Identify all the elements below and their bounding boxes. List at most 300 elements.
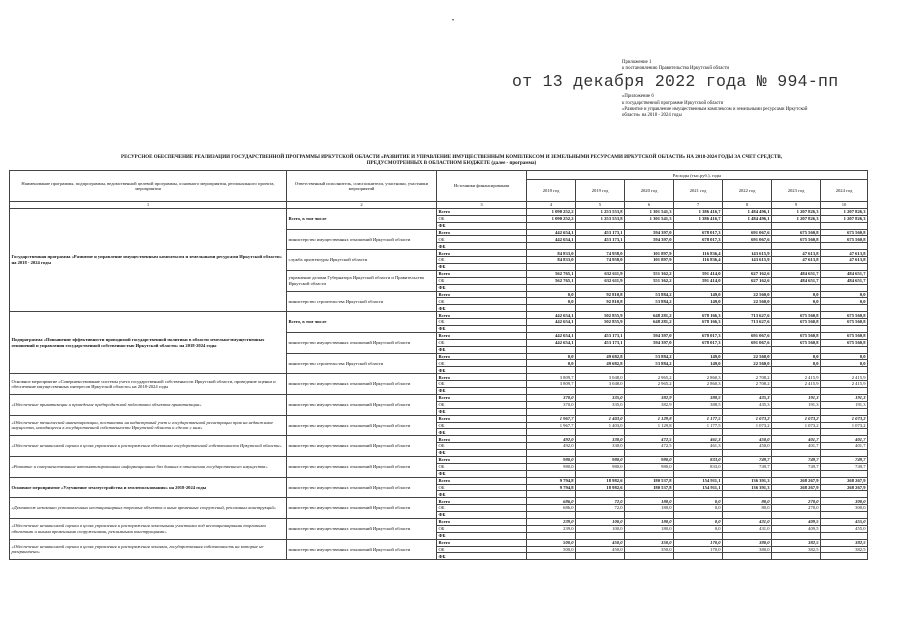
amount-cell: 22 560,0 (723, 360, 772, 367)
amount-cell: 551 362,2 (625, 277, 674, 284)
amount-cell: 401,7 (772, 443, 821, 450)
executor-cell: министерство имущественных отношений Иркутской области (287, 374, 437, 395)
amount-cell: 382,9 (625, 401, 674, 408)
amount-cell (772, 222, 821, 229)
amount-cell (625, 346, 674, 353)
funding-source-cell: ФБ (437, 284, 527, 291)
year-header: 2019 год (576, 180, 625, 202)
amount-cell (625, 450, 674, 457)
amount-cell (674, 532, 723, 539)
amount-cell: 2 415,9 (772, 381, 821, 388)
amount-cell: 401,7 (772, 436, 821, 443)
funding-source-cell: Всего (437, 498, 527, 505)
amount-cell: 143 615,9 (723, 250, 772, 257)
amount-cell (625, 532, 674, 539)
document-title (10, 155, 893, 167)
amount-cell: 453 173,1 (576, 229, 625, 236)
amount-cell (723, 388, 772, 395)
funding-source-cell: ФБ (437, 222, 527, 229)
amount-cell: 453 173,1 (576, 236, 625, 243)
amount-cell: 713 627,6 (723, 312, 772, 319)
table-row (10, 415, 868, 422)
amount-cell: 1 484 496,1 (723, 208, 772, 215)
funding-source-cell: ФБ (437, 470, 527, 477)
amount-cell: 0,0 (674, 525, 723, 532)
program-name-cell: Основное мероприятие «Совершенствование системы учета государственной собственности Иркутской области, проведение оценки и обеспечение имущественных интересов Иркутской области» на 2018-2024 годы (10, 374, 287, 395)
column-number: 10 (821, 202, 868, 209)
funding-source-cell: Всего (437, 270, 527, 277)
amount-cell: 380,0 (723, 539, 772, 546)
amount-cell (527, 408, 576, 415)
amount-cell (527, 222, 576, 229)
amount-cell: 713 627,6 (723, 319, 772, 326)
amount-cell: 0,0 (674, 498, 723, 505)
amount-cell: 594 397,0 (625, 332, 674, 339)
year-header: 2024 год (821, 180, 868, 202)
amount-cell: 268 267,9 (772, 477, 821, 484)
amount-cell: 350,0 (625, 539, 674, 546)
amount-cell: 1 073,2 (821, 422, 868, 429)
amount-cell: 47 613,8 (772, 257, 821, 264)
amount-cell (674, 264, 723, 271)
amount-cell (674, 243, 723, 250)
amount-cell (723, 450, 772, 457)
amount-cell: 442 654,1 (527, 229, 576, 236)
amount-cell (821, 491, 868, 498)
amount-cell: 1 386 416,7 (674, 208, 723, 215)
amount-cell (821, 284, 868, 291)
amount-cell (527, 243, 576, 250)
amount-cell (527, 450, 576, 457)
funding-source-cell: Всего (437, 436, 527, 443)
executor-cell: министерство имущественных отношений Иркутской области (287, 539, 437, 560)
amount-cell: 980,0 (625, 456, 674, 463)
amount-cell: 1 073,2 (772, 422, 821, 429)
amount-cell: 591 414,0 (674, 277, 723, 284)
amount-cell (527, 532, 576, 539)
funding-source-cell: ФБ (437, 553, 527, 560)
funding-source-cell: ФБ (437, 388, 527, 395)
amount-cell: 74 958,0 (576, 257, 625, 264)
amount-cell: 53 884,2 (625, 360, 674, 367)
amount-cell: 180,0 (625, 498, 674, 505)
amount-cell: 300,0 (821, 505, 868, 512)
amount-cell: 268 267,9 (821, 484, 868, 491)
amount-cell: 675 560,8 (821, 339, 868, 346)
amount-cell: 370,0 (527, 401, 576, 408)
amount-cell: 632 611,9 (576, 277, 625, 284)
column-number: 3 (437, 202, 527, 209)
amount-cell (527, 553, 576, 560)
table-row (10, 477, 868, 484)
table-row (10, 394, 868, 401)
funding-source-cell: ОБ (437, 525, 527, 532)
amount-cell: 401,7 (821, 436, 868, 443)
funding-source-cell: ОБ (437, 257, 527, 264)
amount-cell: 562 765,1 (527, 277, 576, 284)
amount-cell: 678 017,3 (674, 339, 723, 346)
amount-cell (527, 305, 576, 312)
amount-cell (821, 450, 868, 457)
amount-cell: 2 415,9 (821, 374, 868, 381)
amount-cell: 409,5 (772, 525, 821, 532)
funding-source-cell: ОБ (437, 463, 527, 470)
amount-cell: 72,0 (576, 505, 625, 512)
executor-cell: министерство имущественных отношений Иркутской области (287, 436, 437, 457)
header-row (10, 171, 868, 180)
title-line: ПРЕДУСМОТРЕННЫХ В ОБЛАСТНОМ БЮДЖЕТЕ (далее - программа) (366, 161, 537, 166)
amount-cell: 370,0 (527, 394, 576, 401)
amount-cell: 0,0 (674, 505, 723, 512)
amount-cell: 980,0 (527, 463, 576, 470)
amount-cell: 0,0 (772, 298, 821, 305)
funding-source-cell: Всего (437, 332, 527, 339)
executor-cell: министерство имущественных отношений Иркутской области (287, 229, 437, 250)
year-header: 2022 год (723, 180, 772, 202)
amount-cell (821, 305, 868, 312)
amount-cell: 180,0 (625, 505, 674, 512)
amount-cell: 350,0 (625, 546, 674, 553)
amount-cell (821, 408, 868, 415)
amount-cell (674, 408, 723, 415)
amount-cell (723, 553, 772, 560)
amount-cell (674, 222, 723, 229)
appendix-line: «Приложение 6 (622, 94, 654, 100)
amount-cell: 268 267,9 (772, 484, 821, 491)
amount-cell (674, 284, 723, 291)
program-name-cell: «Обеспечение независимой оценки в целях управления и распоряжения земельными участками под нестационарными торговыми объектами и иными временными сооружениями, рекламными конструкциями» (10, 518, 287, 539)
funding-source-cell: ОБ (437, 422, 527, 429)
amount-cell (723, 408, 772, 415)
amount-cell (723, 243, 772, 250)
amount-cell (723, 305, 772, 312)
amount-cell (576, 222, 625, 229)
amount-cell: 335,0 (576, 394, 625, 401)
funding-source-cell: ФБ (437, 532, 527, 539)
amount-cell: 551 362,2 (625, 270, 674, 277)
amount-cell (576, 512, 625, 519)
amount-cell: 74 958,0 (576, 250, 625, 257)
amount-cell (723, 470, 772, 477)
funding-source-cell: Всего (437, 518, 527, 525)
amount-cell: 431,0 (723, 518, 772, 525)
amount-cell: 3 048,0 (576, 381, 625, 388)
amount-cell (821, 243, 868, 250)
amount-cell: 492,0 (527, 436, 576, 443)
amount-cell: 2 965,2 (625, 381, 674, 388)
amount-cell: 450,0 (576, 539, 625, 546)
funding-source-cell: ОБ (437, 339, 527, 346)
amount-cell: 116 836,4 (674, 250, 723, 257)
executor-cell: служба архитектуры Иркутской области (287, 250, 437, 271)
amount-cell (723, 367, 772, 374)
amount-cell: 484 651,7 (772, 277, 821, 284)
amount-cell: 1 073,2 (723, 415, 772, 422)
funding-source-cell: Всего (437, 477, 527, 484)
program-name-cell: Подпрограмма «Повышение эффективности проводимой государственной политики в области земельно-имущественных отношений и управления государственной собственностью Иркутской области» на 2018-2024 годы (10, 312, 287, 374)
amount-cell: 170,0 (674, 546, 723, 553)
funding-source-cell: ФБ (437, 264, 527, 271)
table-row (10, 539, 868, 546)
amount-cell: 484 651,7 (772, 270, 821, 277)
amount-cell (576, 553, 625, 560)
amount-cell (527, 326, 576, 333)
amount-cell: 239,0 (527, 518, 576, 525)
amount-cell (772, 388, 821, 395)
amount-cell (723, 264, 772, 271)
funding-source-cell: ОБ (437, 215, 527, 222)
amount-cell (527, 284, 576, 291)
amount-cell: 92 810,8 (576, 298, 625, 305)
amount-cell: 0,0 (772, 353, 821, 360)
table-row (10, 518, 868, 525)
amount-cell: 154 911,1 (674, 477, 723, 484)
column-number: 4 (527, 202, 576, 209)
amount-cell: 3 809,7 (527, 381, 576, 388)
amount-cell: 648 281,2 (625, 312, 674, 319)
amount-cell: 154 911,1 (674, 484, 723, 491)
amount-cell: 2 860,3 (674, 381, 723, 388)
amount-cell: 3 809,7 (527, 374, 576, 381)
year-header: 2021 год (674, 180, 723, 202)
amount-cell (772, 305, 821, 312)
amount-cell: 2 708,2 (723, 381, 772, 388)
amount-cell: 1 403,0 (576, 415, 625, 422)
amount-cell: 442 654,1 (527, 312, 576, 319)
amount-cell (625, 512, 674, 519)
amount-cell (576, 243, 625, 250)
amount-cell (625, 326, 674, 333)
amount-cell: 1 073,2 (772, 415, 821, 422)
amount-cell: 116 836,4 (674, 257, 723, 264)
amount-cell: 627 162,6 (723, 277, 772, 284)
amount-cell: 49 682,8 (576, 353, 625, 360)
amount-cell: 47 613,8 (821, 250, 868, 257)
table-row (10, 312, 868, 319)
amount-cell (576, 284, 625, 291)
amount-cell: 72,0 (576, 498, 625, 505)
amount-cell: 675 560,8 (821, 312, 868, 319)
amount-cell: 1 301 541,3 (625, 215, 674, 222)
col-exec-header: Ответственный исполнитель, соисполнители, участники, участники мероприятий (287, 171, 437, 202)
amount-cell (625, 553, 674, 560)
amount-cell (625, 408, 674, 415)
funding-source-cell: ФБ (437, 408, 527, 415)
amount-cell: 382,9 (625, 394, 674, 401)
appendix-line: области» на 2018 - 2024 годы (622, 113, 682, 119)
amount-cell: 686,0 (527, 498, 576, 505)
amount-cell (723, 532, 772, 539)
amount-cell (576, 326, 625, 333)
amount-cell (576, 470, 625, 477)
amount-cell: 382,5 (821, 539, 868, 546)
amount-cell (674, 326, 723, 333)
amount-cell (772, 491, 821, 498)
amount-cell: 632 611,9 (576, 270, 625, 277)
amount-cell: 1 253 553,8 (576, 208, 625, 215)
amount-cell: 92 810,8 (576, 291, 625, 298)
amount-cell: 484 651,7 (821, 277, 868, 284)
program-name-cell: «Развитие и совершенствование автоматизированных информационных баз данных в отношении государственного имущества» (10, 456, 287, 477)
amount-cell (821, 532, 868, 539)
funding-source-cell: ОБ (437, 484, 527, 491)
amount-cell: 47 613,8 (772, 250, 821, 257)
amount-cell (674, 305, 723, 312)
funding-source-cell: ОБ (437, 401, 527, 408)
amount-cell: 453 173,1 (576, 332, 625, 339)
amount-cell: 1 207 826,3 (821, 208, 868, 215)
amount-cell: 18 982,6 (576, 484, 625, 491)
amount-cell: 1 207 826,3 (821, 215, 868, 222)
stray-dot: • (452, 18, 455, 24)
amount-cell: 442 654,1 (527, 319, 576, 326)
funding-source-cell: ФБ (437, 243, 527, 250)
amount-cell: 678 017,3 (674, 332, 723, 339)
amount-cell: 84 833,0 (527, 250, 576, 257)
year-header: 2018 год (527, 180, 576, 202)
funding-source-cell: ФБ (437, 346, 527, 353)
amount-cell: 594 397,0 (625, 339, 674, 346)
amount-cell: 1 073,2 (821, 415, 868, 422)
amount-cell (625, 367, 674, 374)
amount-cell: 136 391,3 (723, 477, 772, 484)
amount-cell: 492,0 (527, 443, 576, 450)
amount-cell: 1 967,7 (527, 415, 576, 422)
amount-cell: 648 281,2 (625, 319, 674, 326)
amount-cell (576, 367, 625, 374)
funding-source-cell: Всего (437, 250, 527, 257)
amount-cell: 9 794,8 (527, 477, 576, 484)
amount-cell (772, 532, 821, 539)
amount-cell: 100,0 (576, 525, 625, 532)
executor-cell: Всего, в том числе (287, 208, 437, 229)
amount-cell: 80,0 (723, 498, 772, 505)
amount-cell: 191,3 (772, 401, 821, 408)
amount-cell: 678 017,3 (674, 236, 723, 243)
amount-cell: 388,5 (674, 394, 723, 401)
amount-cell: 450,0 (723, 436, 772, 443)
amount-cell: 270,0 (772, 505, 821, 512)
amount-cell: 382,5 (772, 546, 821, 553)
amount-cell: 675 560,8 (821, 236, 868, 243)
amount-cell: 461,3 (674, 443, 723, 450)
amount-cell: 300,0 (821, 498, 868, 505)
amount-cell: 191,3 (772, 394, 821, 401)
amount-cell: 675 560,8 (772, 332, 821, 339)
amount-cell (821, 326, 868, 333)
funding-source-cell: Всего (437, 353, 527, 360)
amount-cell: 388,5 (674, 401, 723, 408)
amount-cell: 442 654,1 (527, 339, 576, 346)
amount-cell (821, 553, 868, 560)
amount-cell: 678 166,3 (674, 312, 723, 319)
amount-cell (674, 450, 723, 457)
amount-cell: 382,5 (772, 539, 821, 546)
amount-cell: 461,3 (674, 436, 723, 443)
amount-cell: 149,0 (674, 291, 723, 298)
amount-cell (821, 429, 868, 436)
funding-source-cell: Всего (437, 229, 527, 236)
amount-cell: 431,0 (723, 525, 772, 532)
amount-cell: 149,0 (674, 298, 723, 305)
executor-cell: Всего, в том числе (287, 312, 437, 333)
amount-cell: 239,0 (527, 525, 576, 532)
amount-cell (674, 512, 723, 519)
amount-cell: 749,7 (821, 456, 868, 463)
amount-cell (772, 429, 821, 436)
decree-stamp: от 13 декабря 2022 года № 994-пп (512, 72, 839, 91)
funding-source-cell: ФБ (437, 305, 527, 312)
amount-cell (625, 388, 674, 395)
amount-cell: 450,0 (576, 546, 625, 553)
program-name-cell: «Обеспечение технической инвентаризации, постановки на кадастровый учет и государственной регистрации прав на недвижимое имущество, находящееся в государственной собственности Иркутской области и сделок с ним» (10, 415, 287, 436)
amount-cell: 2 415,9 (772, 374, 821, 381)
amount-cell: 980,0 (576, 463, 625, 470)
amount-cell (821, 264, 868, 271)
amount-cell: 22 560,0 (723, 353, 772, 360)
appendix-line: «Развитие и управление имущественным комплексом и земельными ресурсами Иркутской (622, 106, 808, 112)
funding-source-cell: ОБ (437, 505, 527, 512)
amount-cell (527, 346, 576, 353)
amount-cell: 1 386 416,7 (674, 215, 723, 222)
funding-source-cell: ФБ (437, 491, 527, 498)
col-name-header: Наименование программы, подпрограммы, ведомственной целевой программы, основного мероприятия, регионального проекта, мероприятия (10, 171, 287, 202)
funding-source-cell: ОБ (437, 546, 527, 553)
title-line: РЕСУРСНОЕ ОБЕСПЕЧЕНИЕ РЕАЛИЗАЦИИ ГОСУДАРСТВЕННОЙ ПРОГРАММЫ ИРКУТСКОЙ ОБЛАСТИ «РАЗВИТИЕ И УПРАВЛЕНИЕ ИМУЩЕСТВЕННЫМ КОМПЛЕКСОМ И ЗЕМЕЛЬНЫМИ РЕСУРСАМИ ИРКУТСКОЙ ОБЛАСТИ» НА 2018-2024 ГОДЫ ЗА СЧЕТ СРЕДСТВ, (121, 155, 782, 160)
program-name-cell: «Обеспечение независимой оценки в целях управления и распоряжения землями, государственная собственность на которые не разграничена» (10, 539, 287, 560)
funding-source-cell: ОБ (437, 236, 527, 243)
amount-cell: 149,0 (674, 353, 723, 360)
executor-cell: министерство имущественных отношений Иркутской области (287, 518, 437, 539)
amount-cell: 455,0 (821, 525, 868, 532)
amount-cell: 0,0 (527, 353, 576, 360)
amount-cell (527, 470, 576, 477)
funding-source-cell: ОБ (437, 298, 527, 305)
amount-cell (772, 408, 821, 415)
program-name-cell: Основное мероприятие «Улучшение землеустройства и землепользования» на 2018-2024 годы (10, 477, 287, 498)
amount-cell: 675 560,8 (821, 332, 868, 339)
amount-cell: 53 884,2 (625, 298, 674, 305)
amount-cell (527, 429, 576, 436)
table-row (10, 208, 868, 215)
appendix-line: к государственной программе Иркутской области (622, 100, 724, 106)
column-number: 6 (625, 202, 674, 209)
amount-cell: 143 615,9 (723, 257, 772, 264)
funding-source-cell: ОБ (437, 319, 527, 326)
amount-cell (576, 491, 625, 498)
amount-cell: 749,7 (772, 463, 821, 470)
amount-cell (723, 326, 772, 333)
amount-cell: 53 884,2 (625, 291, 674, 298)
amount-cell: 1 129,8 (625, 422, 674, 429)
amount-cell (821, 367, 868, 374)
amount-cell: 627 162,6 (723, 270, 772, 277)
amount-cell (674, 470, 723, 477)
executor-cell: министерство имущественных отношений Иркутской области (287, 394, 437, 415)
amount-cell (772, 243, 821, 250)
amount-cell: 472,5 (625, 436, 674, 443)
amount-cell (821, 222, 868, 229)
amount-cell: 22 560,0 (723, 291, 772, 298)
amount-cell: 591 414,0 (674, 270, 723, 277)
amount-cell: 1 090 252,2 (527, 215, 576, 222)
amount-cell: 2 415,9 (821, 381, 868, 388)
amount-cell (576, 429, 625, 436)
amount-cell (527, 264, 576, 271)
amount-cell (674, 367, 723, 374)
amount-cell (625, 243, 674, 250)
amount-cell: 149,0 (674, 360, 723, 367)
